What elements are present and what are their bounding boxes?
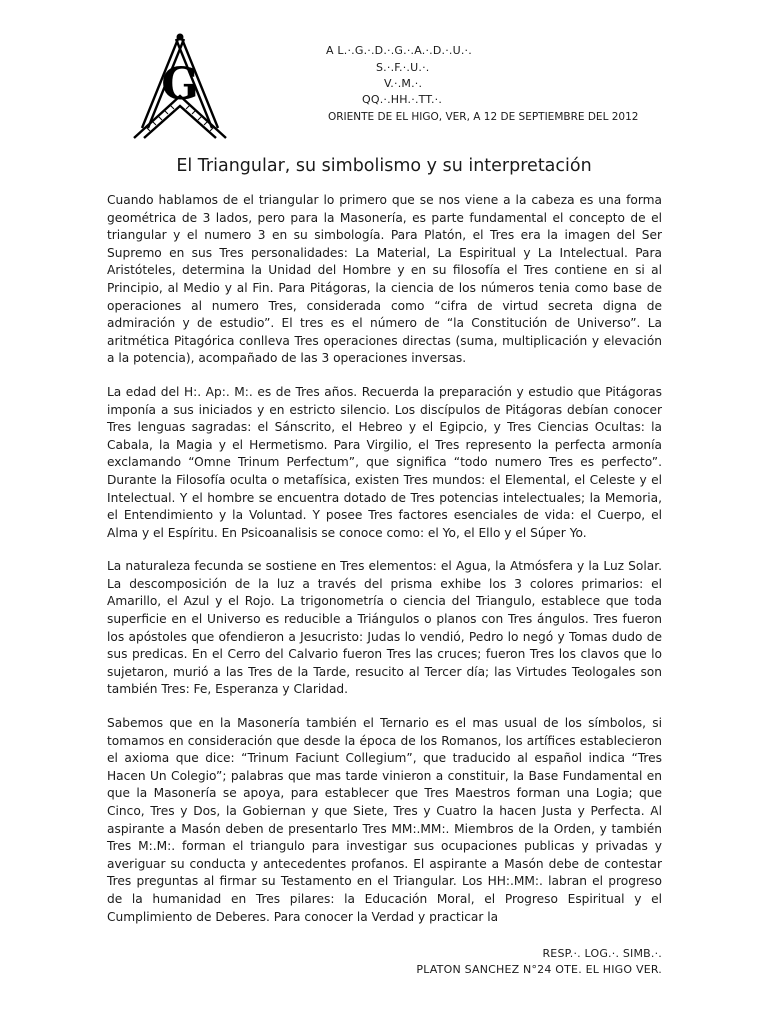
document-body	[107, 192, 662, 942]
header-line-1: A L.·.G.·.D.·.G.·.A.·.D.·.U.·.	[326, 44, 472, 57]
footer-line-1: RESP.·. LOG.·. SIMB.·.	[542, 947, 662, 960]
document-title: El Triangular, su simbolismo y su interpretación	[176, 156, 592, 176]
square-and-compasses-emblem	[128, 30, 232, 142]
footer-line-2: PLATON SANCHEZ N°24 OTE. EL HIGO VER.	[416, 963, 662, 976]
date-line: ORIENTE DE EL HIGO, VER, A 12 DE SEPTIEMBRE DEL 2012	[328, 111, 639, 123]
emblem-letter-g: G	[161, 59, 199, 110]
header-line-4: QQ.·.HH.·.TT.·.	[362, 93, 443, 106]
paragraph-2: La edad del H:. Ap:. M:. es de Tres años. Recuerda la preparación y estudio que Pitágoras imponía a sus iniciados y en estricto silencio. Los discípulos de Pitágoras debían conocer Tres lenguas sagradas: el Sánscrito, el Hebreo y el Egipcio, y Tres Ciencias Ocultas: la Cabala, la Magia y el Hermetismo. Para Virgilio, el Tres represento la perfecta armonía exclamando “Omne Trinum Perfectum”, que significa “todo numero Tres es perfecto”. Durante la Filosofía oculta o metafísica, existen Tres mundos: el Elemental, el Celeste y el Intelectual. Y el hombre se encuentra dotado de Tres potencias intelectuales; la Memoria, el Entendimiento y la Voluntad. Y posee Tres factores esenciales de vida: el Cuerpo, el Alma y el Espíritu. En Psicoanalisis se conoce como: el Yo, el Ello y el Súper Yo.	[107, 384, 662, 540]
paragraph-3: La naturaleza fecunda se sostiene en Tres elementos: el Agua, la Atmósfera y la Luz Solar. La descomposición de la luz a través del prisma exhibe los 3 colores primarios: el Amarillo, el Azul y el Rojo. La trigonometría o ciencia del Triangulo, establece que toda superficie en el Universo es reducible a Triángulos o planos con Tres ángulos. Tres fueron los apóstoles que ofendieron a Jesucristo: Judas lo vendió, Pedro lo negó y Tomas dudo de sus predicas. En el Cerro del Calvario fueron Tres las cruces; fueron Tres los clavos que lo sujetaron, murió a las Tres de la Tarde, resucito al Tercer día; las Virtudes Teologales son también Tres: Fe, Esperanza y Claridad.	[107, 559, 662, 697]
header-line-3: V.·.M.·.	[384, 77, 423, 90]
header-line-2: S.·.F.·.U.·.	[376, 61, 430, 74]
paragraph-1: Cuando hablamos de el triangular lo primero que se nos viene a la cabeza es una forma geométrica de 3 lados, pero para la Masonería, es parte fundamental el concepto de el triangular y el numero 3 en su simbología. Para Platón, el Tres era la imagen del Ser Supremo en sus Tres personalidades: La Material, La Espiritual y La Intelectual. Para Aristóteles, determina la Unidad del Hombre y en su filosofía el Tres contiene en si al Principio, al Medio y al Fin. Para Pitágoras, la ciencia de los números tenia como base de operaciones al numero Tres, considerada como “cifra de virtud secreta digna de admiración y de estudio”. El tres es el número de “la Constitución de Universo”. La aritmética Pitagórica conlleva Tres operaciones directas (suma, multiplicación y elevación a la potencia), acompañado de las 3 operaciones inversas.	[107, 193, 662, 366]
paragraph-4: Sabemos que en la Masonería también el Ternario es el mas usual de los símbolos, si tomamos en consideración que desde la época de los Romanos, los artífices establecieron el axioma que dice: “Trinum Faciunt Collegium”, que traducido al español indica “Tres Hacen Un Colegio”; palabras que mas tarde vinieron a constituir, la Base Fundamental en que la Masonería se apoya, para establecer que Tres Maestros forman una Logia; que Cinco, Tres y Dos, la Gobiernan y que Siete, Tres y Cuatro la hacen Justa y Perfecta. Al aspirante a Masón deben de presentarlo Tres MM:.MM:. Miembros de la Orden, y también Tres M:.M:. forman el triangulo para investigar sus ocupaciones publicas y privadas y averiguar su conducta y antecedentes profanos. El aspirante a Masón debe de contestar Tres preguntas al firmar su Testamento en el Triangular. Los HH:.MM:. labran el progreso de la humanidad en Tres pilares: la Educación Moral, el Progreso Espiritual y el Cumplimiento de Deberes. Para conocer la Verdad y practicar la	[107, 716, 662, 924]
